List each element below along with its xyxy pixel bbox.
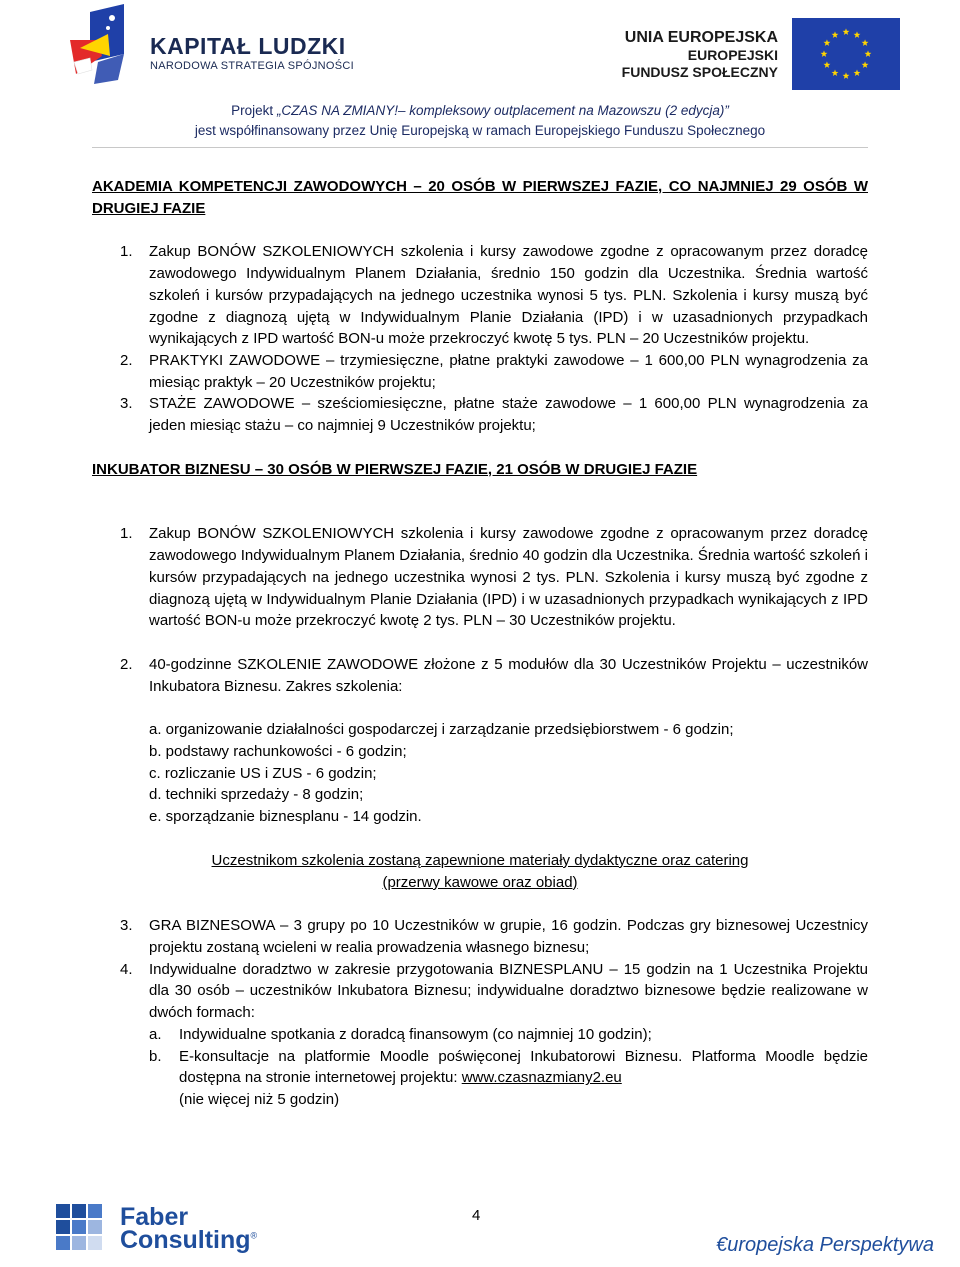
- form-item: [92, 1024, 868, 1046]
- faber-word: Faber: [120, 1203, 189, 1231]
- consulting-word: [120, 1226, 257, 1255]
- list-number: 3.: [120, 395, 133, 413]
- list-number: 4.: [120, 960, 133, 978]
- form-letter: a.: [149, 1025, 162, 1043]
- section-title-akademia: AKADEMIA KOMPETENCJI ZAWODOWYCH – 20 OSÓB W PIERWSZEJ FAZIE, CO NAJMNIEJ 29 OSÓB W DRUGIEJ FAZIE: [92, 178, 868, 217]
- project-info: [0, 101, 960, 141]
- list-text: 40-godzinne SZKOLENIE ZAWODOWE złożone z 5 modułów dla 30 Uczestników Projektu – uczestników Inkubatora Biznesu. Zakres szkolenia:: [149, 655, 868, 695]
- list-number: 2.: [120, 351, 133, 369]
- page-number: 4: [472, 1207, 481, 1224]
- list-number: 1.: [120, 525, 133, 543]
- training-modules: [92, 719, 868, 828]
- form-text-tail: (nie więcej niż 5 godzin): [179, 1090, 340, 1108]
- list-item: [92, 523, 868, 632]
- list-text: STAŻE ZAWODOWE – sześciomiesięczne, płatne staże zawodowe – 1 600,00 PLN wynagrodzenia za jeden miesiąc stażu – co najmniej 9 Uczestników projektu;: [149, 395, 868, 435]
- header-divider: [92, 147, 868, 148]
- list-text: PRAKTYKI ZAWODOWE – trzymiesięczne, płatne praktyki zawodowe – 1 600,00 PLN wynagrodzenia za miesiąc praktyk – 20 Uczestników projektu;: [149, 351, 868, 391]
- kapital-ludzki-logo-icon: [68, 4, 148, 88]
- project-name: „CZAS NA ZMIANY!– kompleksowy outplacement na Mazowszu (2 edycja)”: [276, 103, 729, 118]
- eu-flag-icon: [792, 18, 900, 90]
- project-prefix: Projekt: [231, 103, 277, 118]
- module-item: b. podstawy rachunkowości - 6 godzin;: [149, 743, 407, 761]
- list-item: [92, 915, 868, 958]
- faber-consulting-logo-icon: [56, 1202, 116, 1254]
- form-item: [92, 1046, 868, 1111]
- list-text: GRA BIZNESOWA – 3 grupy po 10 Uczestników w grupie, 16 godzin. Podczas gry biznesowej Uczestnicy projektu zostaną wcieleni w realia prowadzenia własnego biznesu;: [149, 917, 868, 956]
- module-item: e. sporządzanie biznesplanu - 14 godzin.: [149, 808, 422, 826]
- form-text: Indywidualne spotkania z doradcą finansowym (co najmniej 10 godzin);: [179, 1025, 652, 1043]
- eu-line-3: FUNDUSZ SPOŁECZNY: [621, 63, 778, 80]
- akademia-list: [92, 241, 868, 436]
- catering-note-line-1: Uczestnikom szkolenia zostaną zapewnione materiały dydaktyczne oraz catering: [211, 851, 749, 869]
- kapital-ludzki-subtitle: NARODOWA STRATEGIA SPÓJNOŚCI: [150, 60, 354, 72]
- eu-label: [622, 28, 778, 81]
- document-body: [92, 176, 868, 1111]
- form-letter: b.: [149, 1047, 162, 1065]
- form-text: E-konsultacje na platformie Moodle poświęconej Inkubatorowi Biznesu. Platforma Moodle będzie dostępna na stronie internetowej projektu:: [179, 1047, 868, 1087]
- list-text: Indywidualne doradztwo w zakresie przygotowania BIZNESPLANU – 15 godzin na 1 Uczestnika Projektu dla 30 osób – uczestników Inkubatora Biznesu; indywidualne doradztwo biznesowe będzie realizowane w dwóch formach:: [149, 960, 868, 1022]
- moodle-link[interactable]: www.czasnazmiany2.eu: [461, 1069, 622, 1087]
- eu-line-1: UNIA EUROPEJSKA: [624, 29, 778, 46]
- list-number: 3.: [120, 917, 133, 935]
- list-text: Zakup BONÓW SZKOLENIOWYCH szkolenia i kursy zawodowe zgodne z opracowanym przez doradcę zawodowego Indywidualnym Planem Działania, średnio 150 godzin dla Uczestnika. Średnia wartość szkoleń i kursów przypadających na jednego uczestnika wynosi 5 tys. PLN. Szkolenia i kursy muszą być zgodne z diagnozą ujętą w Indywidualnym Planie Działania (IPD) i w uzasadnionych przypadkach wynikających z IPD wartość BON-u może przekroczyć kwotę 5 tys. PLN – 20 Uczestników projektu.: [149, 243, 868, 348]
- project-line-2: jest współfinansowany przez Unię Europejską w ramach Europejskiego Funduszu Społecznego: [194, 123, 766, 138]
- list-item: [92, 393, 868, 436]
- module-item: d. techniki sprzedaży - 8 godzin;: [149, 786, 364, 804]
- europejska-perspektywa-tagline: €uropejska Perspektywa: [716, 1234, 934, 1256]
- eu-line-2: EUROPEJSKI: [687, 47, 778, 64]
- section-title-inkubator: INKUBATOR BIZNESU – 30 OSÓB W PIERWSZEJ FAZIE, 21 OSÓB W DRUGIEJ FAZIE: [92, 460, 698, 478]
- project-line-1: [0, 101, 960, 121]
- list-item: [92, 350, 868, 393]
- consulting-text: Consulting: [120, 1226, 251, 1254]
- module-item: c. rozliczanie US i ZUS - 6 godzin;: [149, 764, 377, 782]
- page-header: [0, 0, 960, 150]
- module-item: a. organizowanie działalności gospodarczej i zarządzanie przedsiębiorstwem - 6 godzin;: [149, 721, 734, 739]
- list-item: [92, 241, 868, 350]
- list-item: [92, 654, 868, 697]
- catering-note-line-2: (przerwy kawowe oraz obiad): [382, 873, 578, 891]
- list-item: [92, 959, 868, 1024]
- list-number: 1.: [120, 243, 133, 261]
- list-text: Zakup BONÓW SZKOLENIOWYCH szkolenia i kursy zawodowe zgodne z opracowanym przez doradcę zawodowego Indywidualnym Planem Działania, średnio 40 godzin dla Uczestnika. Średnia wartość szkoleń i kursów przypadających na jednego uczestnika wynosi 2 tys. PLN. Szkolenia i kursy muszą być zgodne z diagnozą ujętą w Indywidualnym Planie Działania (IPD) i w uzasadnionych przypadkach wynikających z IPD wartość BON-u może przekroczyć kwotę 2 tys. PLN – 30 Uczestników projektu.: [149, 525, 868, 630]
- registered-mark: ®: [250, 1230, 258, 1241]
- kapital-ludzki-title: KAPITAŁ LUDZKI: [150, 33, 346, 59]
- list-number: 2.: [120, 655, 133, 673]
